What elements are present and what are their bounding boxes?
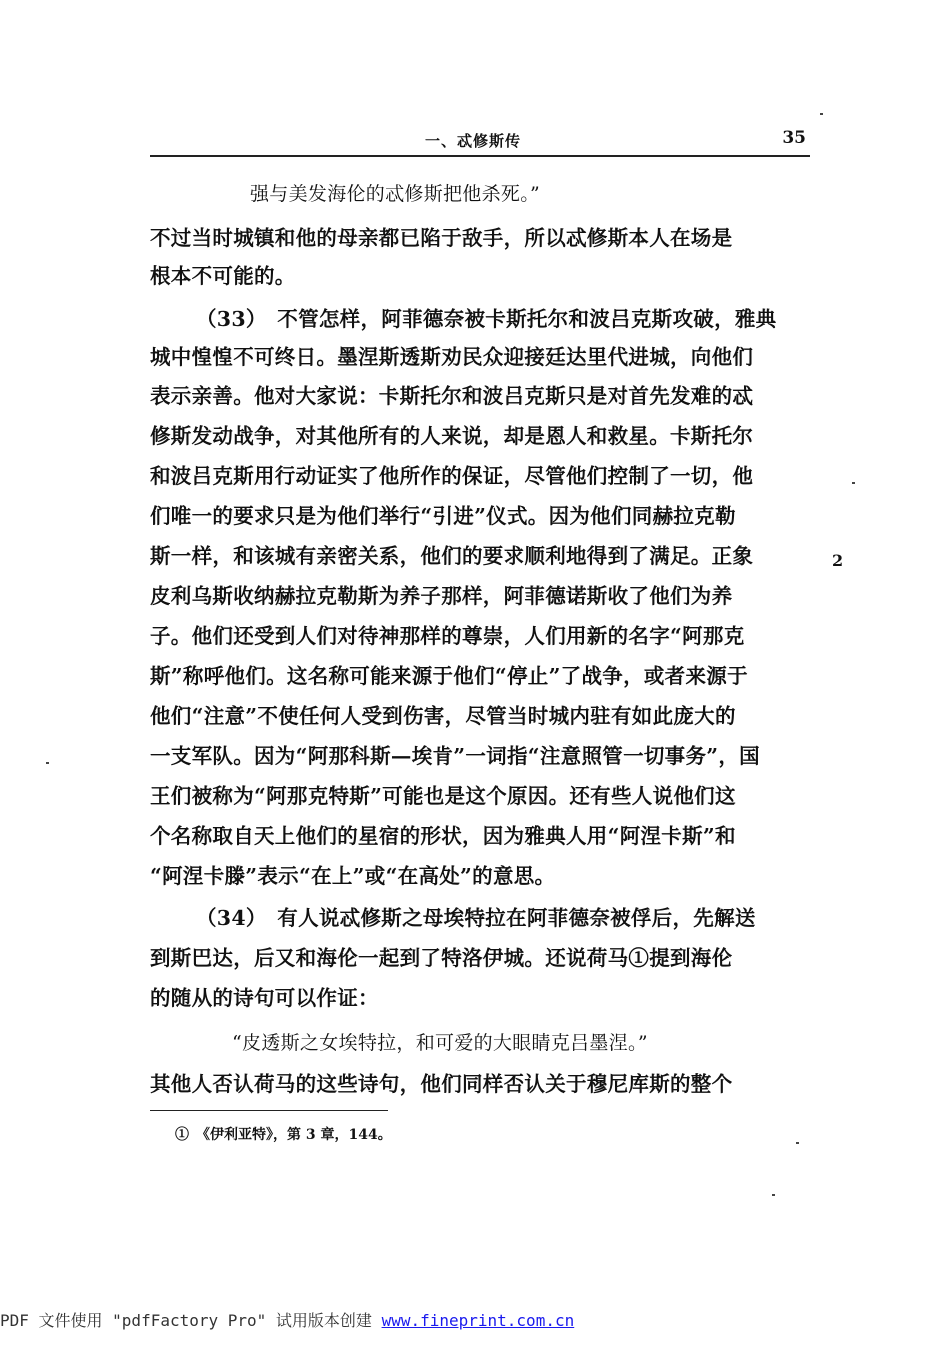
body-line: 一支军队。因为“阿那科斯—埃肯”一词指“注意照管一切事务”，国	[150, 744, 760, 768]
header-rule	[150, 155, 810, 157]
page-number: 35	[782, 128, 806, 148]
running-header	[150, 128, 826, 154]
body-line: 修斯发动战争，对其他所有的人来说，却是恩人和救星。卡斯托尔	[150, 424, 754, 448]
header-title: 一、忒修斯传	[425, 132, 522, 150]
body-line: 斯一样，和该城有亲密关系，他们的要求顺利地得到了满足。正象	[150, 544, 754, 568]
scan-speck	[796, 1142, 799, 1144]
pdf-footer	[0, 1308, 574, 1331]
footnote: ① 《伊利亚特》，第 3 章，144。	[175, 1127, 392, 1143]
footnote-rule	[150, 1110, 388, 1111]
paragraph-33-start: （33） 不管怎样，阿菲德奈被卡斯托尔和波吕克斯攻破，雅典	[196, 307, 777, 331]
body-line: 其他人否认荷马的这些诗句，他们同样否认关于穆尼库斯的整个	[150, 1072, 733, 1096]
body-line: 们唯一的要求只是为他们举行“引进”仪式。因为他们同赫拉克勒	[150, 504, 736, 528]
body-line: 城中惶惶不可终日。墨涅斯透斯劝民众迎接廷达里代进城，向他们	[150, 345, 754, 369]
body-line: 他们“注意”不使任何人受到伤害，尽管当时城内驻有如此庞大的	[150, 704, 736, 728]
scan-speck	[772, 1194, 775, 1196]
body-line: 的随从的诗句可以作证：	[150, 986, 379, 1010]
body-line: 子。他们还受到人们对待神那样的尊崇，人们用新的名字“阿那克	[150, 624, 745, 648]
scan-speck	[820, 113, 823, 115]
body-line: 个名称取自天上他们的星宿的形状，因为雅典人用“阿涅卡斯”和	[150, 824, 736, 848]
body-line: 和波吕克斯用行动证实了他所作的保证，尽管他们控制了一切，他	[150, 464, 754, 488]
footer-text: PDF 文件使用 "pdfFactory Pro" 试用版本创建	[0, 1311, 382, 1330]
quote-line: 强与美发海伦的忒修斯把他杀死。”	[250, 183, 541, 205]
body-line: 根本不可能的。	[150, 264, 296, 288]
body-line: “阿涅卡滕”表示“在上”或“在高处”的意思。	[150, 864, 556, 888]
body-line: 不过当时城镇和他的母亲都已陷于敌手，所以忒修斯本人在场是	[150, 226, 733, 250]
body-line: 到斯巴达，后又和海伦一起到了特洛伊城。还说荷马①提到海伦	[150, 946, 733, 970]
body-line: 王们被称为“阿那克特斯”可能也是这个原因。还有些人说他们这	[150, 784, 736, 808]
margin-note: 2	[832, 551, 844, 570]
scan-speck	[46, 762, 49, 764]
scan-speck	[852, 482, 855, 484]
quote-line: “皮透斯之女埃特拉，和可爱的大眼睛克吕墨涅。”	[232, 1032, 648, 1054]
body-line: 斯”称呼他们。这名称可能来源于他们“停止”了战争，或者来源于	[150, 664, 748, 688]
footer-link[interactable]: www.fineprint.com.cn	[381, 1311, 575, 1330]
body-line: 表示亲善。他对大家说：卡斯托尔和波吕克斯只是对首先发难的忒	[150, 384, 754, 408]
paragraph-34-start: （34） 有人说忒修斯之母埃特拉在阿菲德奈被俘后，先解送	[196, 906, 756, 930]
body-line: 皮利乌斯收纳赫拉克勒斯为养子那样，阿菲德诺斯收了他们为养	[150, 584, 733, 608]
